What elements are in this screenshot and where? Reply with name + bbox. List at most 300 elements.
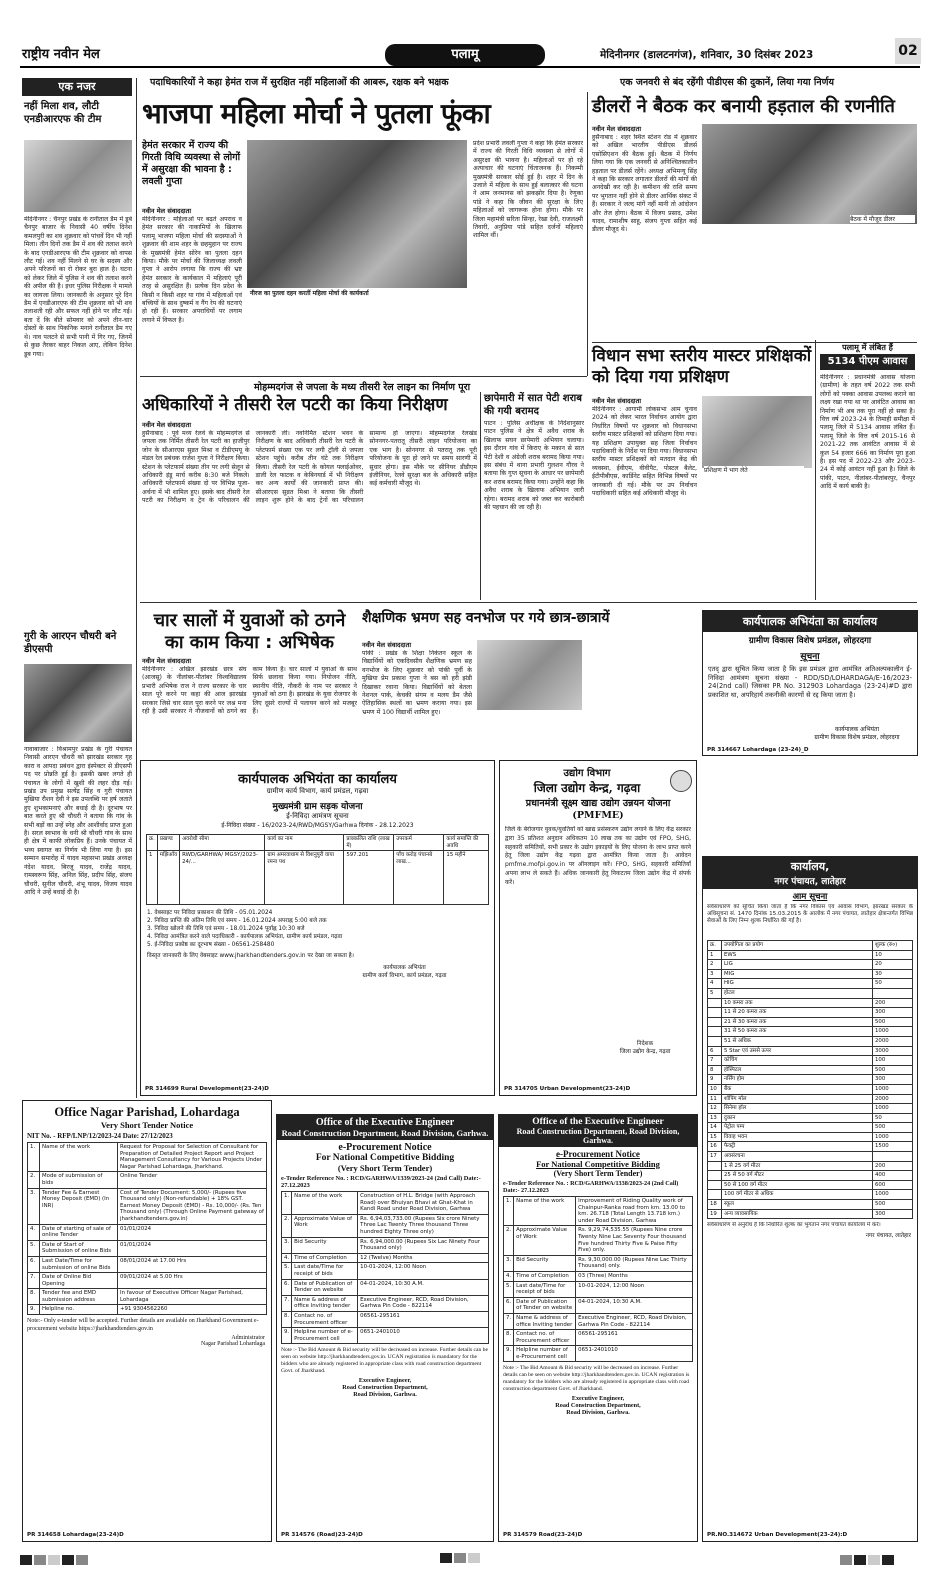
rcd2-table-row <box>504 1255 693 1271</box>
fee-table-cell: दुकान <box>722 1113 873 1123</box>
fee-table-cell: 1000 <box>873 1027 913 1037</box>
fee-table-cell: 1 <box>708 950 722 960</box>
trainers-photo-caption: प्रशिक्षण में भाग लेते <box>704 466 804 474</box>
rcd2-table-cell: Helpline number of e-Procurement cell <box>514 1346 576 1362</box>
rcd2-table-cell: 5. <box>504 1281 514 1297</box>
registration-marks-center <box>440 1548 500 1562</box>
ad-notice: Very Short Tender Notice <box>100 1120 194 1130</box>
np-table-row <box>28 1256 267 1272</box>
fee-table-cell: 3 <box>708 969 722 979</box>
rcd1-table-cell: 3. <box>282 1237 292 1253</box>
fee-table-cell: 500 <box>873 1200 913 1210</box>
fee-table-cell: 14 <box>708 1123 722 1133</box>
ad-latehar <box>702 856 918 1542</box>
section-rule <box>140 376 587 377</box>
rcd2-table-cell: Rs. 9,30,000.00 (Rupees Nine Lac Thirty Thousand) only. <box>576 1255 693 1271</box>
rcd1-table-cell: Date of Publication of Tender on website <box>292 1279 358 1295</box>
rcd2-table-cell: 3. <box>504 1255 514 1271</box>
column-rule <box>136 78 137 1098</box>
tender-table <box>146 834 489 905</box>
np-table-cell: Online Tender <box>118 1172 267 1188</box>
table-cell: 15 महीने <box>444 851 489 905</box>
np-table-cell: 3. <box>28 1188 40 1224</box>
np-table-cell: 7. <box>28 1273 40 1289</box>
railway-body: हुसैनाबाद : पूर्व मध्य रेलवे के मोहम्मदगंज से जपला तक निर्मित तीसरी रेल पटरी का हाजीपुर जोन के सीआरएस सुव्रत मिश्रा व टीडीएमयू के मंडल रेल प्रबंधक राजेश गुप्ता ने निरीक्षण किया। स्टेशन के प्लेटफार्म संख्या तीन पर लगी सेलून से अधिकारी इंडू मार्च करीब 8:30 बजे निकले। अधिकारी प्लेटफार्म संख्या दो पर विभिन्न पूजा-अर्चना में भी शामिल हुए। इसके बाद तीसरी रेल पटरी का निरीक्षण व ट्रेन के परिचालन की जानकारी ली। नवनिर्मित स्टेशन भवन के निरीक्षण के बाद अधिकारी तीसरी रेल पटरी के प्लेटफार्म संख्या एक पर लगी ट्रॉली से जपला स्टेशन पहुंचे। करीब तीन घंटे तक निरीक्षण किया। तीसरी रेल पटरी के कोयल फ्लाईओवर, डाली रेल फाटक व केबिनयार्ड में भी निरीक्षण कर अन्य कार्यों की जानकारी प्राप्त की। सीआरएस सुव्रत मिश्रा ने बताया कि तीसरी लाइन शुरू होने के बाद ट्रेनों का परिचालन सामान्य हो जाएगा। मोहम्मदगंज रेलखंड सोननगर-पतरातू तीसरी लाइन परियोजना का एक भाग है। सोननगर से पतरातू तक पूरी परियोजना के पूरा हो जाने पर समय सारणी में सुधार होगा। इस मौके पर सीनियर डीडीएम इंजीनियर, रेलवे सुरक्षा बल के अधिकारी सहित कई कर्मचारी मौजूद थे। <box>142 430 477 505</box>
fee-table-cell <box>708 1017 722 1027</box>
ad-note: Note:- Only e-tender will be accepted. Further details are available on Jharkhand Government e-procurement website https://jharkhandtenders.gov.in <box>27 1318 259 1332</box>
ad-signoff: निदेशक जिला उद्योग केन्द्र, गढ़वा <box>619 1041 671 1055</box>
lead-body-a: मेदिनीनगर : महिलाओं पर बढ़ते अपराध व हेमंत सरकार की नाकामियों के खिलाफ पलामू भाजपा महिला मोर्चा की सदस्याओं ने शुक्रवार की शाम शहर के छहमुहान पर राज्य के मुख्यमंत्री हेमंत सोरेन का पुतला दहन किया। मौके पर मोर्चा की जिलाध्यक्ष लवली गुप्ता ने आरोप लगाया कि राज्य की भ्रष्ट हेमंत सरकार के कार्यकाल में महिलाएं पूरी तरह से असुरक्षित हैं। प्रत्येक दिन प्रदेश के किसी न किसी शहर या गांव में महिलाओं एवं बच्चियों के साथ दुष्कर्म व गैंग रेप की घटनाएं हो रही हैं। सरकार अपराधियों पर लगाम लगाने में विफल है। <box>142 216 242 324</box>
fee-table-cell: 2 <box>708 960 722 970</box>
np-table-cell: Date of Start of Submission of online Bids <box>40 1240 118 1256</box>
fee-table-cell <box>708 1180 722 1190</box>
table-header: प्रखण्ड <box>157 835 179 851</box>
fee-table-row <box>708 988 913 998</box>
rcd2-tender-table <box>503 1196 693 1362</box>
rcd1-table-cell: Time of Completion <box>292 1253 358 1263</box>
fee-table-row <box>708 1113 913 1123</box>
fee-table-cell: 25 से 50 वर्ग मीटर <box>722 1171 873 1181</box>
ad-intro: सर्वसाधारण को सूचित किया जाता है कि नगर विकास एवं आवास विभाग, झारखंड सरकार के अधिसूचना सं. 1470 दिनांक 15.03.2015 के आलोक में नगर पंचायत, लातेहार क्षेत्रान्तर्गत विभिन्न सेवाओं के लिए निम्न शुल्क निर्धारित की गई है। <box>707 904 913 924</box>
dealers-headline: डीलरों ने बैठक कर बनायी हड़ताल की रणनीति <box>592 96 895 117</box>
np-table-row <box>28 1172 267 1188</box>
lead-photo-caption: नीरज का पुतला दहन करतीं महिला मोर्चा की कार्यकर्ता <box>250 289 470 297</box>
np-tender-table <box>27 1142 267 1315</box>
rcd1-table-cell: Construction of H.L. Bridge (with Approach Road) over Bhuiyan Bhavi at Ghat-Khat in Kandi Road under Road Division, Garhwa <box>358 1192 489 1215</box>
fee-table-row <box>708 960 913 970</box>
np-table-cell: 01/01/2024 <box>118 1224 267 1240</box>
lead-headline: भाजपा महिला मोर्चा ने पुतला फूंका <box>142 97 491 130</box>
ad-garhwa-mgsy <box>140 760 495 1096</box>
lead-deck: हेमंत सरकार में राज्य की गिरती विधि व्यवस्था से लोगों में असुरक्षा की भावना है : लवली गुप्ता <box>142 140 241 187</box>
fee-table-row <box>708 1161 913 1171</box>
rcd2-table-cell: Name & address of office Inviting tender <box>514 1313 576 1329</box>
rcd2-table-row <box>504 1271 693 1281</box>
rcd2-table-cell: Rs. 9,29,74,535.55 (Rupees Nine crore Twenty Nine Lac Seventy Four thousand Five hundred Thirty Five & Paise Fifty Five) only. <box>576 1226 693 1255</box>
fee-table-cell <box>708 998 722 1008</box>
rcd1-table-cell: 8. <box>282 1311 292 1327</box>
ad-pr-no: PR 314579 Road(23-24)D <box>503 1532 583 1538</box>
trainers-body-cont <box>702 478 812 598</box>
rcd1-table-row <box>282 1237 489 1253</box>
ad-office: Office of the Executive Engineer <box>532 1117 664 1127</box>
ad-rcd-garhwa-1339 <box>276 1114 494 1542</box>
rcd1-table-cell: Rs. 6,94,03,733.00 (Rupees Six crore Ninety Three Lac Twenty Three thousand Three hundred Eighty Three only) <box>358 1214 489 1237</box>
ad-notice: ई-निविदा आमंत्रण सूचना <box>286 812 349 820</box>
table-cell: ग्राम अमरवाधाम से विशनुपुरी वाया रमना पथ <box>265 851 344 905</box>
rcd1-table-cell: 1. <box>282 1192 292 1215</box>
fee-table-cell: 7 <box>708 1056 722 1066</box>
ad-office: Office of the Executive Engineer <box>315 1117 455 1128</box>
railway-strap: मोहम्मदगंज से जपला के मध्य तीसरी रेल लाइन का निर्माण पूरा <box>253 382 471 393</box>
fee-table-cell: 17 <box>708 1152 722 1162</box>
ad-scheme: मुख्यमंत्री ग्राम सड़क योजना <box>272 802 363 812</box>
fee-table-cell: 1000 <box>873 1104 913 1114</box>
fee-table-row <box>708 1180 913 1190</box>
np-table-row <box>28 1289 267 1305</box>
fee-table-cell: नर्सिंग होम <box>722 1075 873 1085</box>
fee-table-cell: 500 <box>873 1065 913 1075</box>
rcd2-table-row <box>504 1281 693 1297</box>
rcd1-table-row <box>282 1279 489 1295</box>
rcd2-table-cell: 6. <box>504 1297 514 1313</box>
ad-body: एतद् द्वारा सूचित किया जाता है कि इस प्रमंडल द्वारा आमंत्रित अतिअल्पकालीन ई-निविदा आमंत्रण सूचना संख्या - RDD/SD/LOHARDAGA/E-16/2023-24(2nd call) जिसका PR No. 312903 Lohardaga (23-24)#D द्वारा प्रकाशित था, अपरिहार्य तकनीकी कारणों से रद्द किया जाता है। <box>708 665 912 699</box>
dealers-byline: नवीन मेल संवाददाता <box>592 125 641 133</box>
fee-table-cell: MIG <box>722 969 873 979</box>
ad-title1: उद्योग विभाग <box>563 768 611 779</box>
ad-office: कार्यपालक अभियंता का कार्यालय <box>238 772 397 787</box>
ad-notice: सूचना <box>800 652 820 662</box>
np-table-cell: 08/01/2024 at 17.00 Hrs <box>118 1256 267 1272</box>
rcd1-table-cell: 0651-2401010 <box>358 1328 489 1344</box>
fee-table-cell: 6 <box>708 1046 722 1056</box>
fee-table-cell: कोचिंग <box>722 1056 873 1066</box>
fee-table-row <box>708 1036 913 1046</box>
column-rule <box>587 92 588 376</box>
fee-table-cell: 50 से 100 वर्ग मीटर <box>722 1180 873 1190</box>
fee-table-cell: सिनेमा हॉल <box>722 1104 873 1114</box>
fee-table-cell <box>708 1008 722 1018</box>
rcd1-table-row <box>282 1214 489 1237</box>
fee-table-cell: 600 <box>873 1180 913 1190</box>
section-rule <box>140 602 917 603</box>
fee-table-cell: अन्य व्यावसायिक <box>722 1209 873 1219</box>
fee-table-cell: हॉस्पिटल <box>722 1065 873 1075</box>
dealers-body-cont <box>702 228 917 338</box>
table-cell: पाँच करोड़ पंचानबे लाख... <box>394 851 444 905</box>
ad-ref: e-Tender Reference No. : RCD/GARHWA/1338/2023-24 (2nd Call) Date:- 27.12.2023 <box>503 1180 679 1194</box>
fee-table-cell: 1000 <box>873 1084 913 1094</box>
table-header: क्र. <box>708 941 722 951</box>
trip-body-cont2 <box>586 640 696 756</box>
ad-notice: e-Procurement Notice <box>338 1142 432 1153</box>
ad-dept: ग्रामीण कार्य विभाग, कार्य प्रमंडल, गढ़वा <box>266 787 369 795</box>
rcd1-table-cell: Bid Security <box>292 1237 358 1253</box>
rcd2-table-cell: 2. <box>504 1226 514 1255</box>
pm-awas-headline: 5134 पीएम आवास <box>820 354 915 370</box>
dealers-meeting-photo <box>702 124 917 224</box>
trainers-byline: नवीन मेल संवाददाता <box>592 397 641 405</box>
fee-table-cell: 500 <box>873 1017 913 1027</box>
ad-footer: सर्वसाधारण से अनुरोध है कि निर्धारित शुल्क का भुगतान नगर पंचायत कार्यालय में करें। <box>707 1222 881 1229</box>
rcd1-table-cell: Contact no. of Procurement officer <box>292 1311 358 1327</box>
rcd1-table-row <box>282 1192 489 1215</box>
rcd2-table-cell: 4. <box>504 1271 514 1281</box>
rcd2-table-cell: 04-01-2024, 10:30 A.M. <box>576 1297 693 1313</box>
ad-note: Note :- The Bid Amount & Bid security will be decreased on increase. Further details can be seen on website http://jharkhandtenders.gov.in. UCAN registration is mandatory for the bidders who are already registered in appropriate class with road construction department Govt. of Jharkhand. <box>281 1347 488 1375</box>
rcd1-table-cell: Rs. 6,94,000.00 (Rupees Six Lac Ninety Four Thousand only) <box>358 1237 489 1253</box>
fee-table-cell: LIG <box>722 960 873 970</box>
fee-table-cell: 31 से 50 कमरा तक <box>722 1027 873 1037</box>
trainers-headline: विधान सभा स्तरीय मास्टर प्रशिक्षकों को दिया गया प्रशिक्षण <box>592 346 812 387</box>
ad-title2: जिला उद्योग केन्द्र, गढ़वा <box>533 781 641 795</box>
ek-nazar-label: एक नजर <box>22 78 132 96</box>
rcd1-table-cell: Executive Engineer, RCD, Road Division, Garhwa Pin Code - 822114 <box>358 1295 489 1311</box>
fee-table-cell: HIG <box>722 979 873 989</box>
river-photo <box>24 140 132 212</box>
page-number: 02 <box>895 38 921 64</box>
fee-table-cell: 100 <box>873 1056 913 1066</box>
rcd1-table-cell: 5. <box>282 1263 292 1279</box>
np-table-cell: 5. <box>28 1240 40 1256</box>
fee-table-cell: 1000 <box>873 1190 913 1200</box>
np-table-cell: Request for Proposal for Selection of Consultant for Preparation of Detailed Project Report and Project Management Consultancy for Various Projects Under Nagar Parishad Lohardaga, Jharkhand. <box>118 1143 267 1172</box>
np-table-cell: Tender Fee & Earnest Money Deposit (EMD) (In INR) <box>40 1188 118 1224</box>
ad-pr-no: PR 314576 (Road)23-24)D <box>281 1532 363 1538</box>
ad-lohardaga-rdd <box>702 610 918 756</box>
fee-table-row <box>708 998 913 1008</box>
ad-signoff: Executive Engineer, Road Construction Department, Road Division, Garhwa. <box>555 1395 641 1417</box>
fee-table-cell <box>873 988 913 998</box>
column-rule <box>480 392 481 600</box>
dealers-photo-caption: बैठक में मौजूद डीलर <box>850 215 915 223</box>
fee-table <box>707 940 913 1219</box>
np-table-cell: Cost of Tender Document: 5,000/- (Rupees five Thousand only) (Non-refundable) + 18% GST. Earnest Money Deposit (EMD) - Rs. 10,000/- (Rs. Ten Thousand only) (Through Online Payment gateway of jharkhandtenders.gov.in) <box>118 1188 267 1224</box>
table-header: प्राक्कलित राशि (लाख में) <box>344 835 394 851</box>
rcd1-table-cell: 10-01-2024, 12:00 Noon <box>358 1263 489 1279</box>
rcd2-table-cell: 9. <box>504 1346 514 1362</box>
fee-table-cell: 19 <box>708 1209 722 1219</box>
ad-notice: आम सूचना <box>792 892 828 902</box>
fee-table-cell: 500 <box>873 1123 913 1133</box>
top-strap-left: पदाधिकारियों ने कहा हेमंत राज में सुरक्षित नहीं महिलाओं की आबरू, रक्षक बने भक्षक <box>150 77 449 88</box>
table-header: कार्य समाप्ति की अवधि <box>444 835 489 851</box>
rcd1-table-cell: Name & address of office Inviting tender <box>292 1295 358 1311</box>
rcd1-table-row <box>282 1328 489 1344</box>
rcd2-table-cell: Approximate Value of Work <box>514 1226 576 1255</box>
np-table-cell: Date of Online Bid Opening <box>40 1273 118 1289</box>
rcd1-table-cell: Approximate Value of Work <box>292 1214 358 1237</box>
ad-sub: For National Competitive Bidding <box>536 1159 660 1169</box>
fee-table-cell: शॉपिंग मॉल <box>722 1094 873 1104</box>
ad-signoff: नगर पंचायत, लातेहार <box>865 1233 911 1240</box>
dsp-portrait-photo <box>24 664 132 742</box>
np-table-cell: Tender fee and EMD submission address <box>40 1289 118 1305</box>
np-table-row <box>28 1224 267 1240</box>
table-cell: 1 <box>147 851 158 905</box>
fee-table-cell: 3000 <box>873 1046 913 1056</box>
ad-signoff: कार्यपालक अभियंता ग्रामीण विकास विशेष प्रमंडल, लोहरदगा <box>814 726 900 741</box>
ad-footer: विस्तृत जानकारी के लिए वेबसाइट www.jharkhandtenders.gov.in पर देखा जा सकता है। <box>147 953 354 960</box>
ad-table-wrap <box>146 834 489 905</box>
rcd2-table-cell: Improvement of Riding Quality work of Chainpur-Ranka road from km. 13.00 to km. 26.718 (Total Length 13.718 km.) under Road Division, Garhwa <box>576 1197 693 1226</box>
rcd2-table-cell: 0651-2401010 <box>576 1346 693 1362</box>
fee-table-cell: स्कूल <box>722 1200 873 1210</box>
ek-nazar-story1-head: नहीं मिला शव, लौटी एनडीआरएफ की टीम <box>24 101 102 125</box>
fee-table-cell <box>708 1171 722 1181</box>
ad-title3: प्रधानमंत्री सूक्ष्म खाद्य उद्योग उन्नयन योजना (PMFME) <box>525 798 671 821</box>
rcd2-table-cell: Date of Publication of Tender on website <box>514 1297 576 1313</box>
rcd1-table-row <box>282 1263 489 1279</box>
lead-body-a-cont <box>247 298 467 374</box>
np-table-row <box>28 1188 267 1224</box>
pm-awas-label: पलामू में लंबित हैं <box>842 343 893 352</box>
ad-sub2: (Very Short Term Tender) <box>553 1169 643 1178</box>
fee-table-row <box>708 1065 913 1075</box>
fee-table-row <box>708 1209 913 1219</box>
trip-byline: नवीन मेल संवाददाता <box>362 641 411 649</box>
trip-body-cont <box>477 712 582 756</box>
np-table-cell: 09/01/2024 at 5.00 Hrs <box>118 1273 267 1289</box>
ek-nazar-story2-head: गुरी के आरएन चौधरी बने डीएसपी <box>24 631 117 655</box>
rcd2-table-row <box>504 1330 693 1346</box>
fee-table-row <box>708 1008 913 1018</box>
ad-dept: Road Construction Department, Road Division, Garhwa. <box>281 1128 489 1138</box>
ad-pr-no: PR 314699 Rural Development(23-24)D <box>145 1086 269 1092</box>
fee-table-cell <box>708 1027 722 1037</box>
table-header: अवरोधी सीमा <box>180 835 265 851</box>
rcd1-table-cell: Helpline number of e-Procurement cell <box>292 1328 358 1344</box>
fee-table-cell: 10 <box>873 950 913 960</box>
rcd2-table-row <box>504 1297 693 1313</box>
fee-table-cell: 15 <box>708 1132 722 1142</box>
rcd1-table-cell: 6. <box>282 1279 292 1295</box>
fee-table-cell: विवाह भवन <box>722 1132 873 1142</box>
registration-marks-right <box>840 1550 920 1560</box>
np-table-cell: +91 9304562260 <box>118 1305 267 1315</box>
paper-name: राष्ट्रीय नवीन मेल <box>22 47 100 62</box>
table-cell: RWD/GARHWA/ MGSY/2023-24/... <box>180 851 265 905</box>
table-cell: 597.201 <box>344 851 394 905</box>
np-table-cell: 2. <box>28 1172 40 1188</box>
ad-sub: For National Competitive Bidding <box>315 1153 455 1163</box>
trainers-photo <box>702 396 812 468</box>
liquor-headline: छापेमारी में सात पेटी शराब की गयी बरामद <box>484 393 582 417</box>
fee-table-cell: 200 <box>873 1161 913 1171</box>
np-table-cell: 9. <box>28 1305 40 1315</box>
trip-headline: शैक्षणिक भ्रमण सह वनभोज पर गये छात्र-छात्रायें <box>362 610 610 626</box>
rcd2-table-cell: Name of the work <box>514 1197 576 1226</box>
np-table-cell: Helpline no. <box>40 1305 118 1315</box>
fee-table-row <box>708 1190 913 1200</box>
fee-table-cell: 18 <box>708 1200 722 1210</box>
rcd1-table-cell: 12 (Twelve) Months <box>358 1253 489 1263</box>
lead-protest-photo <box>247 140 467 288</box>
rcd2-table-row <box>504 1197 693 1226</box>
fee-table-cell: 2000 <box>873 1036 913 1046</box>
ad-signoff: Administrator Nagar Parishad Lohardaga <box>201 1335 265 1348</box>
np-table-cell: Mode of submission of bids <box>40 1172 118 1188</box>
fee-table-cell: बैंक <box>722 1084 873 1094</box>
fee-table-row <box>708 1075 913 1085</box>
rcd2-table-cell: 10-01-2024, 12:00 Noon <box>576 1281 693 1297</box>
rcd2-table-cell: 06561-295161 <box>576 1330 693 1346</box>
fee-table-cell: 16 <box>708 1142 722 1152</box>
ad-dates: 1. वेबसाइट पर निविदा प्रकाशन की तिथि - 05.01.2024 2. निविदा प्राप्ति की अंतिम तिथि एवं समय - 16.01.2024 अपराह्न 5:00 बजे तक 3. निविदा खोलने की तिथि एवं समय - 18.01.2024 पूर्वाह्न 10:30 बजे 4. निविदा आमंत्रित करने वाले पदाधिकारी - कार्यपालक अभियंता, ग्रामीण कार्य प्रमंडल, गढ़वा 5. ई-निविदा प्रकोष्ठ का दूरभाष संख्या - 06561-258480 <box>147 910 343 949</box>
rcd1-table-cell: 7. <box>282 1295 292 1311</box>
rcd1-table-wrap <box>281 1191 489 1344</box>
youth-headline: चार सालों में युवाओं को ठगने का काम किया : अभिषेक <box>153 610 346 653</box>
rcd2-table-cell: Contact no. of Procurement officer <box>514 1330 576 1346</box>
np-table-row <box>28 1305 267 1315</box>
lead-body-b: प्रदेश प्रभारी लवली गुप्ता ने कहा कि हेमंत सरकार में राज्य की गिरती विधि व्यवस्था से लोगों में असुरक्षा की भावना है। महिलाओं पर हो रहे अत्याचार की घटनाएं चिंताजनक हैं। निकम्मी मुख्यमंत्री सरकार सोई हुई है। शहर में दिन के उजाले में महिला के साथ हुई बलात्कार की घटना ने आम जनमानस को झकझोर दिया है। रेणुका पांडे ने कहा कि जीवन की सुरक्षा के लिए महिलाओं को जागरूक होना होगा। मौके पर जिला महामंत्री सरिता सिन्हा, रेखा देवी, राजलक्ष्मी तिवारी, अनुप्रिया पांडे सहित दर्जनों महिलाएं शामिल थीं। <box>473 140 583 240</box>
table-header: कार्य का नाम <box>265 835 344 851</box>
np-table-cell: Last Date/Time for submission of online Bids <box>40 1256 118 1272</box>
rcd2-table-row <box>504 1226 693 1255</box>
fee-table-cell: 30 <box>873 969 913 979</box>
rcd2-table-row <box>504 1346 693 1362</box>
fee-table-cell: पेट्रोल पम्प <box>722 1123 873 1133</box>
rcd1-table-row <box>282 1295 489 1311</box>
fee-table-cell: 1500 <box>873 1142 913 1152</box>
rcd1-table-cell: 4. <box>282 1253 292 1263</box>
rcd2-table-cell: Bid Security <box>514 1255 576 1271</box>
fee-table-cell: होटल <box>722 988 873 998</box>
ad-ref: NIT No. - RFP/LNP/12/2023-24 Date: 27/12/2023 <box>27 1132 173 1140</box>
pm-awas-body: मेदिनीनगर : प्रधानमंत्री आवास योजना (ग्रामीण) के तहत वर्ष 2022 तक सभी लोगों को पक्का आवास उपलब्ध कराने का लक्ष्य रखा गया था पर आवंटित आवास का निर्माण भी अब तक पूरा नहीं हो सका है। वित्त वर्ष 2023-24 के तिमाही समीक्षा में पलामू जिले में 5134 आवास लंबित हैं। पलामू जिले के वित्त वर्ष 2015-16 से 2021-22 तक आवंटित आवास में से कुल 54 हजार 666 का निर्माण पूरा हुआ है। इस पद में 2022-23 और 2023-24 में कोई आवंटन नहीं हुआ है। जिले के पांकी, पाटन, नीलांबर-पीतांबरपुर, चैनपुर आदि में कार्य बाकी है। <box>820 374 915 491</box>
fee-table-cell <box>708 1036 722 1046</box>
fee-table-cell: अवसंरचना <box>722 1152 873 1162</box>
top-strap-right: एक जनवरी से बंद रहेंगी पीडीएस की दुकानें, लिया गया निर्णय <box>620 77 835 88</box>
fee-table-cell: 13 <box>708 1113 722 1123</box>
rcd2-table-cell: Last date/Time for receipt of bids <box>514 1281 576 1297</box>
rcd2-table-cell: Executive Engineer, RCD, Road Division, Garhwa Pin Code - 822114 <box>576 1313 693 1329</box>
fee-table-row <box>708 1046 913 1056</box>
fee-table-cell: 8 <box>708 1065 722 1075</box>
fee-table-cell: 11 <box>708 1094 722 1104</box>
fee-table-cell: 12 <box>708 1104 722 1114</box>
ad-sub2: (Very Short Term Tender) <box>337 1163 433 1173</box>
table-header: उपयोगिता का प्रयोग <box>722 941 873 951</box>
fee-table-cell: 200 <box>873 998 913 1008</box>
fee-table-cell: 9 <box>708 1075 722 1085</box>
ad-office: Office Nagar Parishad, Lohardaga <box>54 1105 240 1119</box>
dateline: मेदिनीनगर (डालटनगंज), शनिवार, 30 दिसंबर 2023 <box>600 49 814 61</box>
fee-table-cell: 5 Star एवं उससे ऊपर <box>722 1046 873 1056</box>
fee-table-row <box>708 979 913 989</box>
youth-byline: नवीन मेल संवाददाता <box>142 657 191 665</box>
ad-signoff: कार्यपालक अभियंता ग्रामीण कार्य विभाग, कार्य प्रमंडल, गढ़वा <box>362 965 447 980</box>
table-header: क्र. <box>147 835 158 851</box>
fee-table-row <box>708 1094 913 1104</box>
fee-table-cell: 1 से 25 वर्ग मीटर <box>722 1161 873 1171</box>
fee-table-cell: 400 <box>873 1171 913 1181</box>
fee-table-cell: 11 से 20 कमरा तक <box>722 1008 873 1018</box>
fee-table-row <box>708 1142 913 1152</box>
rcd2-table-cell: 7. <box>504 1313 514 1329</box>
railway-byline: नवीन मेल संवाददाता <box>142 421 191 429</box>
np-table-row <box>28 1273 267 1289</box>
np-table-cell: In favour of Executive Officer Nagar Parishad, Lohardaga <box>118 1289 267 1305</box>
np-table-cell: Date of starting of sale of online Tender <box>40 1224 118 1240</box>
rcd1-table-cell: Name of the work <box>292 1192 358 1215</box>
rcd2-table-cell: 1. <box>504 1197 514 1226</box>
fee-table-cell: 50 <box>873 979 913 989</box>
ad-pr-no: PR 314658 Lohardaga(23-24)D <box>27 1532 124 1538</box>
liquor-body: पाटन : पुलिस अधीक्षक के निर्देशानुसार पाटन पुलिस ने क्षेत्र में अवैध शराब के खिलाफ सघन छापेमारी अभियान चलाया। इस दौरान गांव में किराए के मकान से सात पेटी देशी व अंग्रेजी शराब बरामद किया गया। इस संबंध में थाना प्रभारी गुलशन गौरव ने बताया कि गुप्त सूचना के आधार पर छापेमारी कर शराब बरामद किया गया। उन्होंने कहा कि अवैध शराब के खिलाफ अभियान जारी रहेगा। बरामद शराब को जब्त कर कारोबारी की पहचान की जा रही है। <box>484 420 584 512</box>
fee-table-cell: 300 <box>873 1075 913 1085</box>
rcd2-table-cell: Time of Completion <box>514 1271 576 1281</box>
trip-body: पांकी : प्रखंड के शिक्षा निकेतन स्कूल के विद्यार्थियों को एकदिवसीय शैक्षणिक भ्रमण सह वनभोज के लिए शुक्रवार को पांकी पूर्वी के मुखिया प्रेम प्रकाश गुप्ता ने बस को हरी झंडी दिखाकर रवाना किया। विद्यार्थियों को बेतला नेशनल पार्क, केचकी संगम व मलय डैम जैसे ऐतिहासिक स्थलों का भ्रमण कराया गया। इस भ्रमण में 100 विद्यार्थी शामिल हुए। <box>362 650 472 716</box>
ad-rcd-garhwa-1338 <box>498 1114 698 1542</box>
youth-body: मेदिनीनगर : अखिल झारखंड छात्र संघ (आजसू) के नीलांबर-पीतांबर विश्वविद्यालय प्रभारी अभिषेक राज ने राज्य सरकार के चार साल पूरे करने पर कहा की आज झारखंड सरकार जिसे चार साल पूरा करने पर जश्न मना रही है उसी सरकार ने नौजवानों को ठगने का काम किया है। चार सालों में युवाओं के साथ सिर्फ छलावा किया गया। नियोजन नीति, स्थानीय नीति, नौकरी के नाम पर सरकार ने युवाओं को ठगा है। झारखंड के युवा रोजगार के लिए दूसरे राज्यों में पलायन करने को मजबूर हैं। <box>142 666 357 716</box>
rcd2-table-wrap <box>503 1196 693 1362</box>
ek-nazar-story1-body: मेदिनीनगर : चैनपुर प्रखंड के रानीताल डैम में डूबे चैनपुर बाजार के निवासी 40 वर्षीय दिनेश कमलपुरी का शव शुक्रवार को पांचवें दिन भी नहीं मिला। तीन दिनों तक डैम में शव की तलाश करने के बाद एनडीआरएफ की टीम शुक्रवार को वापस लौट गई। शव नहीं मिलने से घर के सदस्य और अपने परिजनों का रो रोकर बुरा हाल है। घटना को लेकर जिले में पुलिस ने शव की तलाश करने की अपील की है। इधर पुलिस निरीक्षक ने मामले का जायजा लिया। जानकारी के अनुसार पूरे दिन डैम में एनडीआरएफ की टीम शुक्रवार को भी शव तलाशती रही और सफल नहीं होने पर लौट गई। बता दें कि बीते सोमवार को अपने तीन-चार दोस्तों के साथ पिकनिक मनाने रानीताल डैम गए थे। नाव पलटने से सभी पानी में गिर गए, जिनमें से कुछ तैरकर बाहर निकल आए, लेकिन दिनेश डूब गया। <box>24 216 132 358</box>
rcd1-tender-table <box>281 1191 489 1344</box>
np-table-row <box>28 1240 267 1256</box>
fee-table-row <box>708 969 913 979</box>
trip-bus-photo <box>477 640 582 710</box>
rcd1-table-cell: 04-01-2024, 10:30 A.M. <box>358 1279 489 1295</box>
fee-table-cell: 20 <box>873 960 913 970</box>
fee-table-row <box>708 1152 913 1162</box>
ad-nagar-parishad <box>22 1100 272 1542</box>
ad-dept: Road Construction Department, Road Division, Garhwa. <box>516 1127 680 1145</box>
ad-ref: e-Tender Reference No. : RCD/GARHWA/1339/2023-24 (2nd Call) Date:- 27.12.2023 <box>281 1175 481 1189</box>
ad-dept: नगर पंचायत, लातेहार <box>774 877 846 887</box>
fee-table-wrap <box>707 940 913 1219</box>
rcd1-table-row <box>282 1311 489 1327</box>
